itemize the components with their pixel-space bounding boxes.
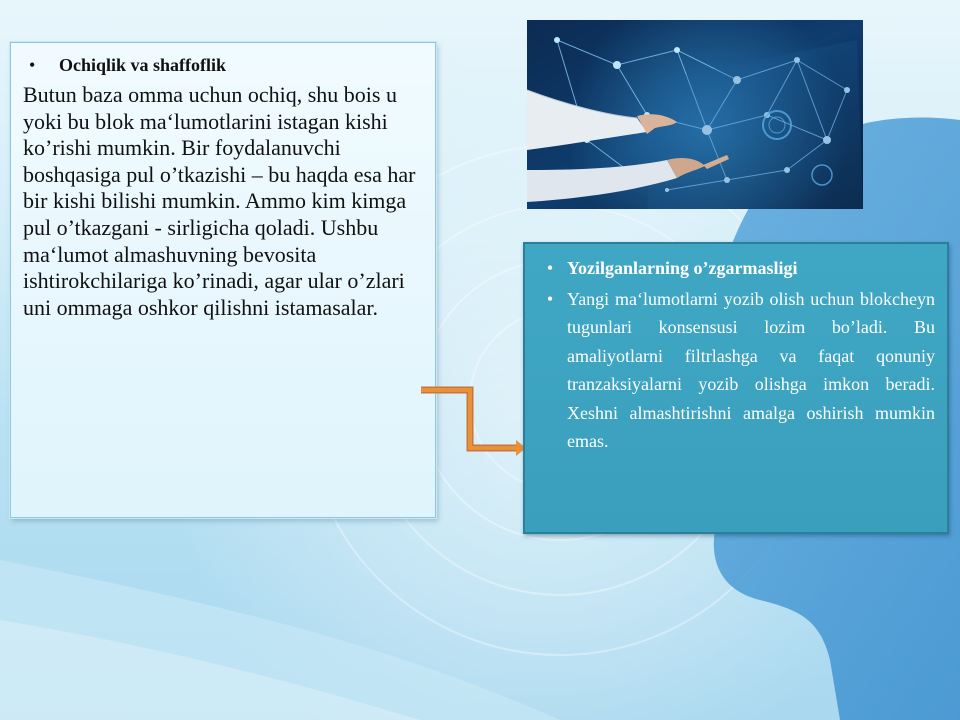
bullet: •	[546, 288, 554, 309]
right-heading-row	[533, 254, 935, 283]
bullet: •	[546, 258, 554, 278]
left-body-text: Butun baza omma uchun ochiq, shu bois u yoki bu blok ma‘lumotlarini istagan kishi ko’rishi mumkin. Bir foydalanuvchi boshqasiga pul o’tkazishi – bu haqda esa har bir kishi bilishi mumkin. Ammo kim kimga pul o’tkazgani - sirligicha qoladi. Ushbu ma‘lumot almashuvning bevosita ishtirokchilariga ko’rinadi, agar ular o’zlari uni ommaga oshkor qilishni istamasalar.	[23, 82, 416, 320]
right-text-box	[523, 242, 949, 534]
left-heading: Ochiqlik va shaffoflik	[59, 55, 227, 75]
bullet: •	[29, 55, 36, 75]
right-heading: Yozilganlarning o’zgarmasligi	[567, 258, 798, 278]
right-body-text: Yangi ma‘lumotlarni yozib olish uchun blokcheyn tugunlari konsensusi lozim bo’ladi. Bu amaliyotlarni filtrlashga va faqat qonuniy tranzaksiyalarni yozib olishga imkon beradi. Xeshni almashtirishni amalga oshirish mumkin emas.	[567, 288, 935, 451]
right-body-row	[533, 285, 935, 456]
